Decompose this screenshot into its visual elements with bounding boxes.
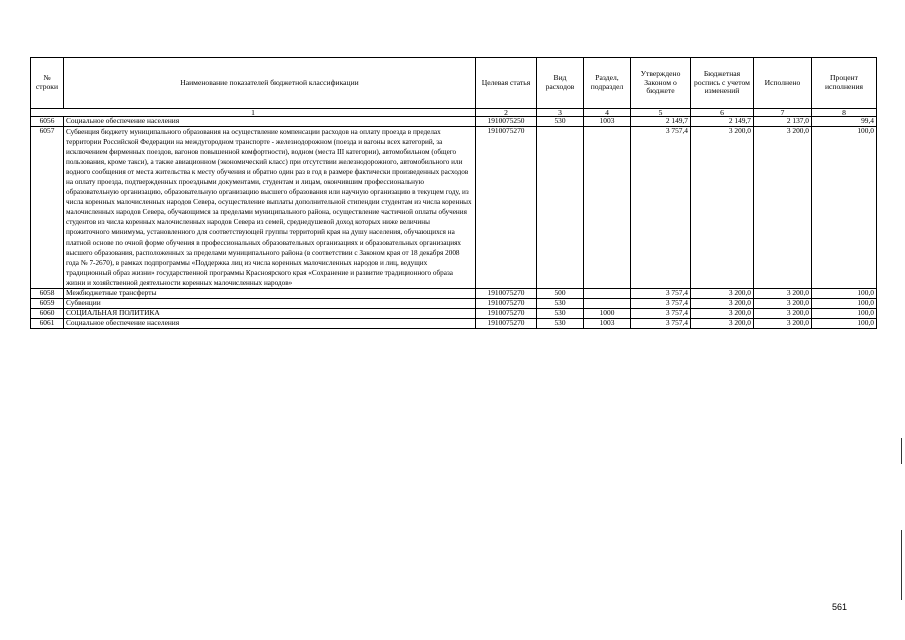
column-number: 2 <box>476 109 537 117</box>
row-target: 1910075270 <box>476 288 537 298</box>
header-approved: Утверждено Законом о бюджете <box>631 58 691 109</box>
column-number: 3 <box>537 109 584 117</box>
row-section: 1003 <box>584 117 631 127</box>
row-approved: 3 757,4 <box>631 308 691 318</box>
column-number: 8 <box>812 109 877 117</box>
row-percent: 100,0 <box>812 318 877 328</box>
header-name: Наименование показателей бюджетной классификации <box>64 58 476 109</box>
row-budget: 3 200,0 <box>691 298 754 308</box>
row-budget: 3 200,0 <box>691 308 754 318</box>
row-budget: 3 200,0 <box>691 288 754 298</box>
column-number: 1 <box>31 109 476 117</box>
row-section <box>584 127 631 289</box>
row-executed: 3 200,0 <box>754 288 812 298</box>
header-target: Целевая статья <box>476 58 537 109</box>
table-row <box>31 308 877 318</box>
row-number: 6058 <box>31 288 64 298</box>
row-type: 530 <box>537 298 584 308</box>
header-budget: Бюджетная роспись с учетом изменений <box>691 58 754 109</box>
table-row <box>31 318 877 328</box>
row-target: 1910075250 <box>476 117 537 127</box>
table-row <box>31 117 877 127</box>
row-section: 1000 <box>584 308 631 318</box>
row-number: 6061 <box>31 318 64 328</box>
row-type <box>537 127 584 289</box>
row-name: Субвенция бюджету муниципального образования на осуществление компенсации расходов на оплату проезда в пределах территории Российской Федерации на междугородном транспорте - железнодорожном (поезда и вагоны всех категорий, за исключением фирменных поездов, вагонов повышенной комфортности), водном (места III категории), автомобильном (общего пользования, кроме такси), а также авиационном (экономический класс) при отсутствии железнодорожного, автомобильного или водного сообщения от места жительства к месту обучения и обратно один раз в год в размере фактически произведенных расходов на оплату проезда, подтвержденных проездными документами, студентам и лицам, окончившим профессиональную образовательную организацию, образовательную организацию высшего образования или научную организацию в текущем году, из числа коренных малочисленных народов Севера, осуществление выплаты дополнительной стипендии студентам из числа коренных малочисленных народов Севера, обучающимся за пределами муниципального района, осуществление частичной оплаты обучения студентов из числа коренных малочисленных народов Севера из семей, среднедушевой доход которых ниже величины прожиточного минимума, установленного для соответствующей группы территорий края на душу населения, обучающихся на платной основе по очной форме обучения в профессиональных образовательных организациях и образовательных организациях высшего образования, расположенных за пределами муниципального района (в соответствии с Законом края от 18 декабря 2008 года № 7-2670), в рамках подпрограммы «Поддержка лиц из числа коренных малочисленных народов и лиц, ведущих традиционный образ жизни» государственной программы Красноярского края «Сохранение и развитие традиционного образа жизни и хозяйственной деятельности коренных малочисленных народов» <box>64 127 476 289</box>
row-percent: 100,0 <box>812 298 877 308</box>
row-percent: 100,0 <box>812 127 877 289</box>
row-name: Межбюджетные трансферты <box>64 288 476 298</box>
header-row-no: № строки <box>31 58 64 109</box>
row-executed: 3 200,0 <box>754 127 812 289</box>
row-section <box>584 288 631 298</box>
row-executed: 3 200,0 <box>754 308 812 318</box>
row-section <box>584 298 631 308</box>
table-row <box>31 298 877 308</box>
header-executed: Исполнено <box>754 58 812 109</box>
column-number: 7 <box>754 109 812 117</box>
table-row <box>31 288 877 298</box>
row-number: 6059 <box>31 298 64 308</box>
row-target: 1910075270 <box>476 308 537 318</box>
row-section: 1003 <box>584 318 631 328</box>
row-budget: 3 200,0 <box>691 318 754 328</box>
header-row <box>31 58 877 109</box>
page-number: 561 <box>832 602 848 612</box>
column-number: 6 <box>691 109 754 117</box>
row-type: 530 <box>537 308 584 318</box>
row-name: Социальное обеспечение населения <box>64 117 476 127</box>
row-budget: 3 200,0 <box>691 127 754 289</box>
row-target: 1910075270 <box>476 127 537 289</box>
row-type: 500 <box>537 288 584 298</box>
row-approved: 2 149,7 <box>631 117 691 127</box>
row-target: 1910075270 <box>476 318 537 328</box>
column-number: 4 <box>584 109 631 117</box>
row-name: Социальное обеспечение населения <box>64 318 476 328</box>
row-target: 1910075270 <box>476 298 537 308</box>
row-percent: 100,0 <box>812 308 877 318</box>
row-name: Субвенции <box>64 298 476 308</box>
row-percent: 100,0 <box>812 288 877 298</box>
header-percent: Процент исполнения <box>812 58 877 109</box>
scan-edge-mark <box>901 530 902 600</box>
row-approved: 3 757,4 <box>631 127 691 289</box>
header-section: Раздел, подраздел <box>584 58 631 109</box>
row-approved: 3 757,4 <box>631 298 691 308</box>
row-number: 6056 <box>31 117 64 127</box>
row-percent: 99,4 <box>812 117 877 127</box>
row-number: 6060 <box>31 308 64 318</box>
row-type: 530 <box>537 117 584 127</box>
row-executed: 2 137,0 <box>754 117 812 127</box>
row-executed: 3 200,0 <box>754 298 812 308</box>
row-type: 530 <box>537 318 584 328</box>
row-name: СОЦИАЛЬНАЯ ПОЛИТИКА <box>64 308 476 318</box>
budget-execution-table <box>30 57 877 329</box>
table-row <box>31 127 877 289</box>
row-approved: 3 757,4 <box>631 288 691 298</box>
header-type: Вид расходов <box>537 58 584 109</box>
column-number: 5 <box>631 109 691 117</box>
row-approved: 3 757,4 <box>631 318 691 328</box>
row-number: 6057 <box>31 127 64 289</box>
row-budget: 2 149,7 <box>691 117 754 127</box>
row-executed: 3 200,0 <box>754 318 812 328</box>
scan-edge-mark <box>901 438 902 464</box>
